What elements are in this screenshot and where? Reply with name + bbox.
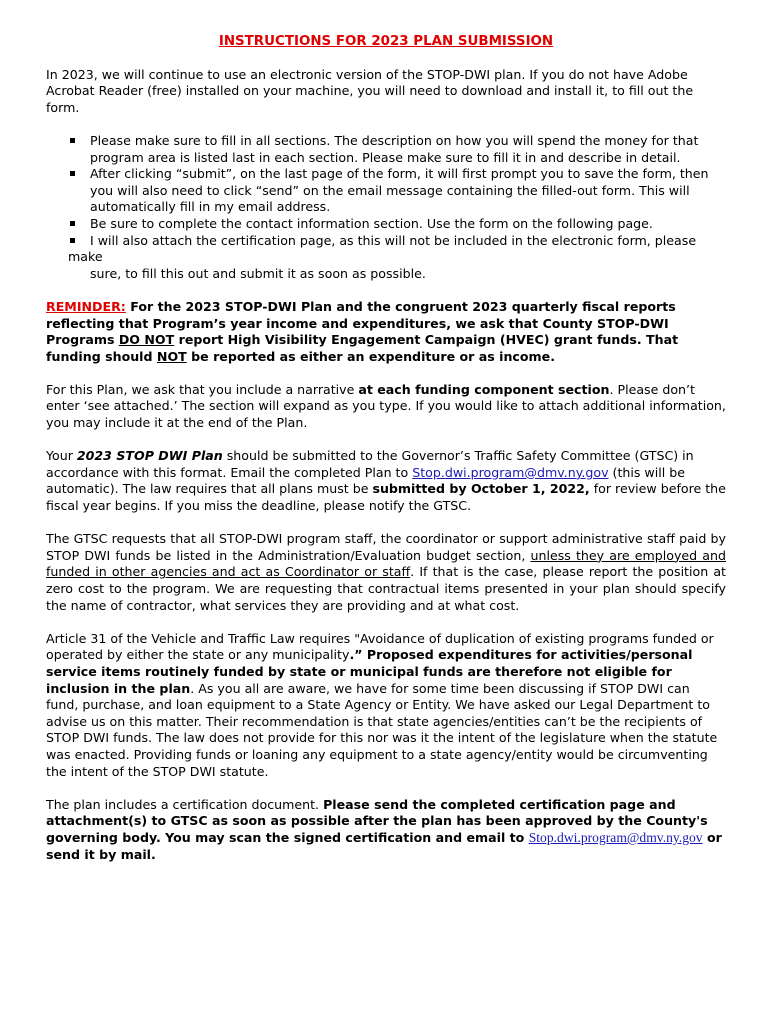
list-item-continuation: [46, 266, 726, 283]
submission-paragraph: [46, 448, 726, 514]
reminder-label: REMINDER:: [46, 298, 126, 314]
submission-text: for review before the fiscal year begins. If you miss the deadline, please notify the GTSC.: [46, 481, 726, 514]
narrative-text: . Please don’t enter ‘see attached.’ The section will expand as you type. If you would like to attach additional information, you may include it at the end of the Plan.: [46, 381, 726, 431]
list-item-text: Please make sure to fill in all sections. The description on how you will spend the money for that program area is listed last in each section. Please make sure to fill it in and describe in detail.: [90, 132, 699, 165]
bullet-square-icon: [70, 138, 75, 143]
narrative-text: For this Plan, we ask that you include a narrative: [46, 381, 359, 397]
list-item-text: I will also attach the certification page, as this will not be included in the electronic form, please make: [68, 232, 697, 265]
instruction-list: [46, 133, 726, 233]
bullet-square-icon: [70, 238, 75, 243]
article-text: . As you all are aware, we have for some time been discussing if STOP DWI can fund, purchase, and loan equipment to a State Agency or Entity. We have asked our Legal Department to advise us on this matter. Their recommendation is that state agencies/entities can’t be the recipients of STOP DWI funds. The law does not provide for this nor was it the intent of the legislature when the statute was enacted. Providing funds or loaning any equipment to a state agency/entity would be circumventing the intent of the STOP DWI statute.: [46, 680, 718, 779]
article-text: Article 31 of the Vehicle and Traffic Law requires "Avoidance of duplication of existing programs funded or operated by either the state or any municipality: [46, 630, 714, 663]
staff-text: The GTSC requests that all STOP-DWI program staff, the coordinator or support administrative staff paid by STOP DWI funds be listed in the Administration/Evaluation budget section,: [46, 531, 726, 563]
staff-paragraph: [46, 531, 726, 614]
submission-text: (this will be automatic). The law requires that all plans must be: [46, 464, 685, 497]
submission-text: Your: [46, 448, 77, 464]
do-not-emphasis: DO NOT: [118, 332, 175, 348]
staff-text: . If that is the case, please report the position at zero cost to the program. We are requesting that contractual items presented in your plan should specify the name of contractor, what services they are providing and at what cost.: [46, 564, 726, 613]
bullet-square-icon: [70, 221, 75, 226]
certification-text: The plan includes a certification document.: [46, 796, 324, 812]
list-item-text: After clicking “submit”, on the last page of the form, it will first prompt you to save the form, then you will also need to click “send” on the email message containing the filled-out form. This will automatically fill in my email address.: [90, 166, 709, 215]
document-page: [46, 34, 726, 876]
list-item: [46, 166, 726, 216]
list-item-unindented: [46, 233, 726, 266]
list-item-continuation-text: sure, to fill this out and submit it as soon as possible.: [90, 265, 426, 281]
deadline-emphasis: submitted by October 1, 2022,: [372, 481, 590, 497]
reminder-text: be reported as either an expenditure or as income.: [186, 348, 555, 364]
reminder-paragraph: [46, 299, 726, 365]
intro-paragraph: In 2023, we will continue to use an electronic version of the STOP-DWI plan. If you do not have Adobe Acrobat Reader (free) installed on your machine, you will need to download and install it, to fill out the form.: [46, 66, 694, 115]
narrative-paragraph: [46, 382, 726, 432]
email-link[interactable]: Stop.dwi.program@dmv.ny.gov: [528, 829, 703, 845]
bullet-square-icon: [70, 171, 75, 176]
certification-emphasis: or send it by mail.: [46, 829, 722, 862]
list-item: [46, 133, 726, 166]
reminder-text: report High Visibility Engagement Campaign (HVEC) grant funds. That funding should: [46, 332, 679, 364]
staff-underlined-text: unless they are employed and funded in other agencies and act as Coordinator or staff: [46, 547, 727, 580]
list-item-text: Be sure to complete the contact information section. Use the form on the following page.: [90, 215, 653, 231]
reminder-text: For the 2023 STOP-DWI Plan and the congruent 2023 quarterly fiscal reports reflecting that Program’s year income and expenditures, we ask that County STOP-DWI Programs: [46, 298, 676, 348]
not-emphasis: NOT: [156, 348, 187, 364]
email-link[interactable]: Stop.dwi.program@dmv.ny.gov: [412, 464, 609, 480]
list-item: [46, 216, 726, 233]
submission-text: should be submitted to the Governor’s Traffic Safety Committee (GTSC) in accordance with this format. Email the completed Plan to: [46, 448, 694, 480]
certification-paragraph: [46, 797, 726, 863]
page-title: INSTRUCTIONS FOR 2023 PLAN SUBMISSION: [218, 34, 554, 49]
narrative-emphasis: at each funding component section: [358, 381, 610, 397]
article-paragraph: [46, 631, 726, 780]
certification-emphasis: Please send the completed certification page and attachment(s) to GTSC as soon as possible after the plan has been approved by the County's governing body. You may scan the signed certification and email to: [46, 796, 708, 845]
plan-name: 2023 STOP DWI Plan: [76, 448, 223, 464]
article-emphasis: .” Proposed expenditures for activities/personal service items routinely funded by state or municipal funds are therefore not eligible for inclusion in the plan: [46, 647, 693, 696]
